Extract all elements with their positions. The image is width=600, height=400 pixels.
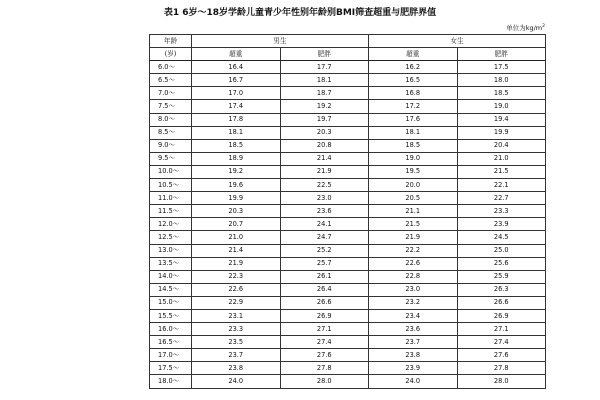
- female-overweight-cell: 21.9: [369, 231, 458, 244]
- table-row: [150, 336, 546, 349]
- age-cell: 8.0～: [150, 113, 192, 126]
- age-cell: 6.0～: [150, 61, 192, 74]
- male-overweight-cell: 24.0: [192, 375, 281, 388]
- male-overweight-cell: 20.7: [192, 218, 281, 231]
- table-row: [150, 257, 546, 270]
- male-overweight-cell: 19.6: [192, 179, 281, 192]
- male-overweight-cell: 22.3: [192, 270, 281, 283]
- female-obese-cell: 25.9: [457, 270, 546, 283]
- male-overweight-cell: 23.7: [192, 349, 281, 362]
- table-row: [150, 218, 546, 231]
- male-overweight-cell: 21.4: [192, 244, 281, 257]
- female-overweight-cell: 21.1: [369, 205, 458, 218]
- male-obese-cell: 20.8: [280, 139, 369, 152]
- table-row: [150, 87, 546, 100]
- female-obese-cell: 19.4: [457, 113, 546, 126]
- female-overweight-cell: 24.0: [369, 375, 458, 388]
- female-obese-cell: 27.6: [457, 349, 546, 362]
- female-overweight-cell: 23.9: [369, 362, 458, 375]
- female-obese-cell: 28.0: [457, 375, 546, 388]
- female-obese-cell: 27.1: [457, 323, 546, 336]
- male-obese-cell: 22.5: [280, 179, 369, 192]
- table-caption: 表1 6岁～18岁学龄儿童青少年性别年龄别BMI筛查超重与肥胖界值: [163, 8, 437, 18]
- table-row: [150, 309, 546, 322]
- male-overweight-cell: 18.1: [192, 126, 281, 139]
- male-obese-cell: 27.1: [280, 323, 369, 336]
- table-row: [150, 74, 546, 87]
- male-obese-cell: 26.6: [280, 296, 369, 309]
- age-cell: 13.5～: [150, 257, 192, 270]
- female-obese-cell: 18.0: [457, 74, 546, 87]
- female-obese-cell: 27.8: [457, 362, 546, 375]
- male-obese-cell: 28.0: [280, 375, 369, 388]
- female-overweight-cell: 19.0: [369, 152, 458, 165]
- male-obese-cell: 26.9: [280, 309, 369, 322]
- male-overweight-cell: 22.6: [192, 283, 281, 296]
- male-obese-cell: 25.2: [280, 244, 369, 257]
- age-cell: 6.5～: [150, 74, 192, 87]
- male-obese-cell: 19.7: [280, 113, 369, 126]
- table-row: [150, 100, 546, 113]
- table-body: [150, 61, 546, 388]
- age-cell: 9.5～: [150, 152, 192, 165]
- female-obese-cell: 24.5: [457, 231, 546, 244]
- female-obese-cell: 25.6: [457, 257, 546, 270]
- age-cell: 15.5～: [150, 309, 192, 322]
- female-overweight-cell: 23.4: [369, 309, 458, 322]
- unit-exponent: 2: [542, 24, 545, 29]
- male-obese-cell: 24.7: [280, 231, 369, 244]
- male-overweight-cell: 23.8: [192, 362, 281, 375]
- table-header: [150, 35, 546, 61]
- female-obese-cell: 21.5: [457, 165, 546, 178]
- table-row: [150, 139, 546, 152]
- male-obese-cell: 26.1: [280, 270, 369, 283]
- table-row: [150, 113, 546, 126]
- female-obese-cell: 22.1: [457, 179, 546, 192]
- female-obese-cell: 27.4: [457, 336, 546, 349]
- female-overweight-cell: 19.5: [369, 165, 458, 178]
- female-group-header: 女生: [369, 35, 546, 48]
- female-overweight-cell: 16.5: [369, 74, 458, 87]
- female-overweight-cell: 17.6: [369, 113, 458, 126]
- table-row: [150, 244, 546, 257]
- age-cell: 10.5～: [150, 179, 192, 192]
- female-overweight-cell: 22.8: [369, 270, 458, 283]
- age-cell: 15.0～: [150, 296, 192, 309]
- male-overweight-cell: 23.1: [192, 309, 281, 322]
- table-row: [150, 61, 546, 74]
- age-cell: 18.0～: [150, 375, 192, 388]
- age-cell: 14.0～: [150, 270, 192, 283]
- table-row: [150, 126, 546, 139]
- age-cell: 7.5～: [150, 100, 192, 113]
- female-overweight-cell: 20.5: [369, 192, 458, 205]
- female-overweight-cell: 16.2: [369, 61, 458, 74]
- male-overweight-cell: 22.9: [192, 296, 281, 309]
- male-obese-cell: 18.7: [280, 87, 369, 100]
- male-obese-cell: 17.7: [280, 61, 369, 74]
- male-obese-cell: 20.3: [280, 126, 369, 139]
- header-row-subgroups: [150, 48, 546, 61]
- table-row: [150, 152, 546, 165]
- male-group-header: 男生: [192, 35, 369, 48]
- male-overweight-cell: 23.3: [192, 323, 281, 336]
- age-cell: 14.5～: [150, 283, 192, 296]
- age-cell: 13.0～: [150, 244, 192, 257]
- table-row: [150, 165, 546, 178]
- female-obese-cell: 21.0: [457, 152, 546, 165]
- male-overweight-cell: 17.8: [192, 113, 281, 126]
- female-overweight-cell: 22.2: [369, 244, 458, 257]
- male-overweight-cell: 18.9: [192, 152, 281, 165]
- female-obese-header: 肥胖: [457, 48, 546, 61]
- age-cell: 12.0～: [150, 218, 192, 231]
- bmi-cutoff-table: [149, 34, 546, 389]
- table-row: [150, 362, 546, 375]
- age-cell: 9.0～: [150, 139, 192, 152]
- unit-note: [440, 24, 545, 33]
- female-overweight-cell: 16.8: [369, 87, 458, 100]
- male-overweight-cell: 21.9: [192, 257, 281, 270]
- male-overweight-cell: 17.0: [192, 87, 281, 100]
- table-row: [150, 205, 546, 218]
- female-overweight-cell: 23.6: [369, 323, 458, 336]
- header-row-groups: [150, 35, 546, 48]
- table-row: [150, 283, 546, 296]
- age-cell: 7.0～: [150, 87, 192, 100]
- female-overweight-cell: 23.0: [369, 283, 458, 296]
- male-obese-cell: 27.8: [280, 362, 369, 375]
- female-obese-cell: 19.9: [457, 126, 546, 139]
- table-row: [150, 179, 546, 192]
- female-obese-cell: 23.3: [457, 205, 546, 218]
- female-obese-cell: 18.5: [457, 87, 546, 100]
- female-overweight-cell: 23.8: [369, 349, 458, 362]
- male-overweight-header: 超重: [192, 48, 281, 61]
- table-row: [150, 231, 546, 244]
- male-obese-cell: 21.9: [280, 165, 369, 178]
- male-obese-cell: 27.4: [280, 336, 369, 349]
- age-cell: 8.5～: [150, 126, 192, 139]
- age-cell: 10.0～: [150, 165, 192, 178]
- age-cell: 12.5～: [150, 231, 192, 244]
- male-obese-cell: 19.2: [280, 100, 369, 113]
- female-obese-cell: 26.3: [457, 283, 546, 296]
- female-overweight-cell: 23.7: [369, 336, 458, 349]
- female-overweight-cell: 18.1: [369, 126, 458, 139]
- age-cell: 16.5～: [150, 336, 192, 349]
- age-cell: 17.0～: [150, 349, 192, 362]
- unit-label: 单位为kg/m: [506, 24, 543, 32]
- female-overweight-cell: 18.5: [369, 139, 458, 152]
- age-cell: 11.0～: [150, 192, 192, 205]
- age-header-line2: (岁): [150, 48, 192, 61]
- male-overweight-cell: 17.4: [192, 100, 281, 113]
- male-obese-cell: 24.1: [280, 218, 369, 231]
- male-obese-cell: 21.4: [280, 152, 369, 165]
- female-obese-cell: 20.4: [457, 139, 546, 152]
- age-cell: 16.0～: [150, 323, 192, 336]
- male-overweight-cell: 23.5: [192, 336, 281, 349]
- female-overweight-cell: 22.6: [369, 257, 458, 270]
- female-obese-cell: 19.0: [457, 100, 546, 113]
- female-overweight-cell: 20.0: [369, 179, 458, 192]
- male-overweight-cell: 18.5: [192, 139, 281, 152]
- male-obese-cell: 23.6: [280, 205, 369, 218]
- table-row: [150, 375, 546, 388]
- table-row: [150, 323, 546, 336]
- male-overweight-cell: 16.4: [192, 61, 281, 74]
- female-obese-cell: 26.6: [457, 296, 546, 309]
- table-row: [150, 296, 546, 309]
- male-obese-cell: 27.6: [280, 349, 369, 362]
- age-cell: 11.5～: [150, 205, 192, 218]
- female-overweight-cell: 21.5: [369, 218, 458, 231]
- table-row: [150, 270, 546, 283]
- age-header-line1: 年龄: [150, 35, 192, 48]
- male-obese-cell: 18.1: [280, 74, 369, 87]
- male-overweight-cell: 16.7: [192, 74, 281, 87]
- female-overweight-header: 超重: [369, 48, 458, 61]
- female-obese-cell: 17.5: [457, 61, 546, 74]
- male-overweight-cell: 21.0: [192, 231, 281, 244]
- age-cell: 17.5～: [150, 362, 192, 375]
- female-obese-cell: 26.9: [457, 309, 546, 322]
- female-obese-cell: 25.0: [457, 244, 546, 257]
- female-obese-cell: 23.9: [457, 218, 546, 231]
- female-overweight-cell: 23.2: [369, 296, 458, 309]
- male-overweight-cell: 19.2: [192, 165, 281, 178]
- female-obese-cell: 22.7: [457, 192, 546, 205]
- male-obese-cell: 23.0: [280, 192, 369, 205]
- male-obese-cell: 25.7: [280, 257, 369, 270]
- male-overweight-cell: 19.9: [192, 192, 281, 205]
- male-overweight-cell: 20.3: [192, 205, 281, 218]
- table-row: [150, 192, 546, 205]
- female-overweight-cell: 17.2: [369, 100, 458, 113]
- male-obese-cell: 26.4: [280, 283, 369, 296]
- table-row: [150, 349, 546, 362]
- male-obese-header: 肥胖: [280, 48, 369, 61]
